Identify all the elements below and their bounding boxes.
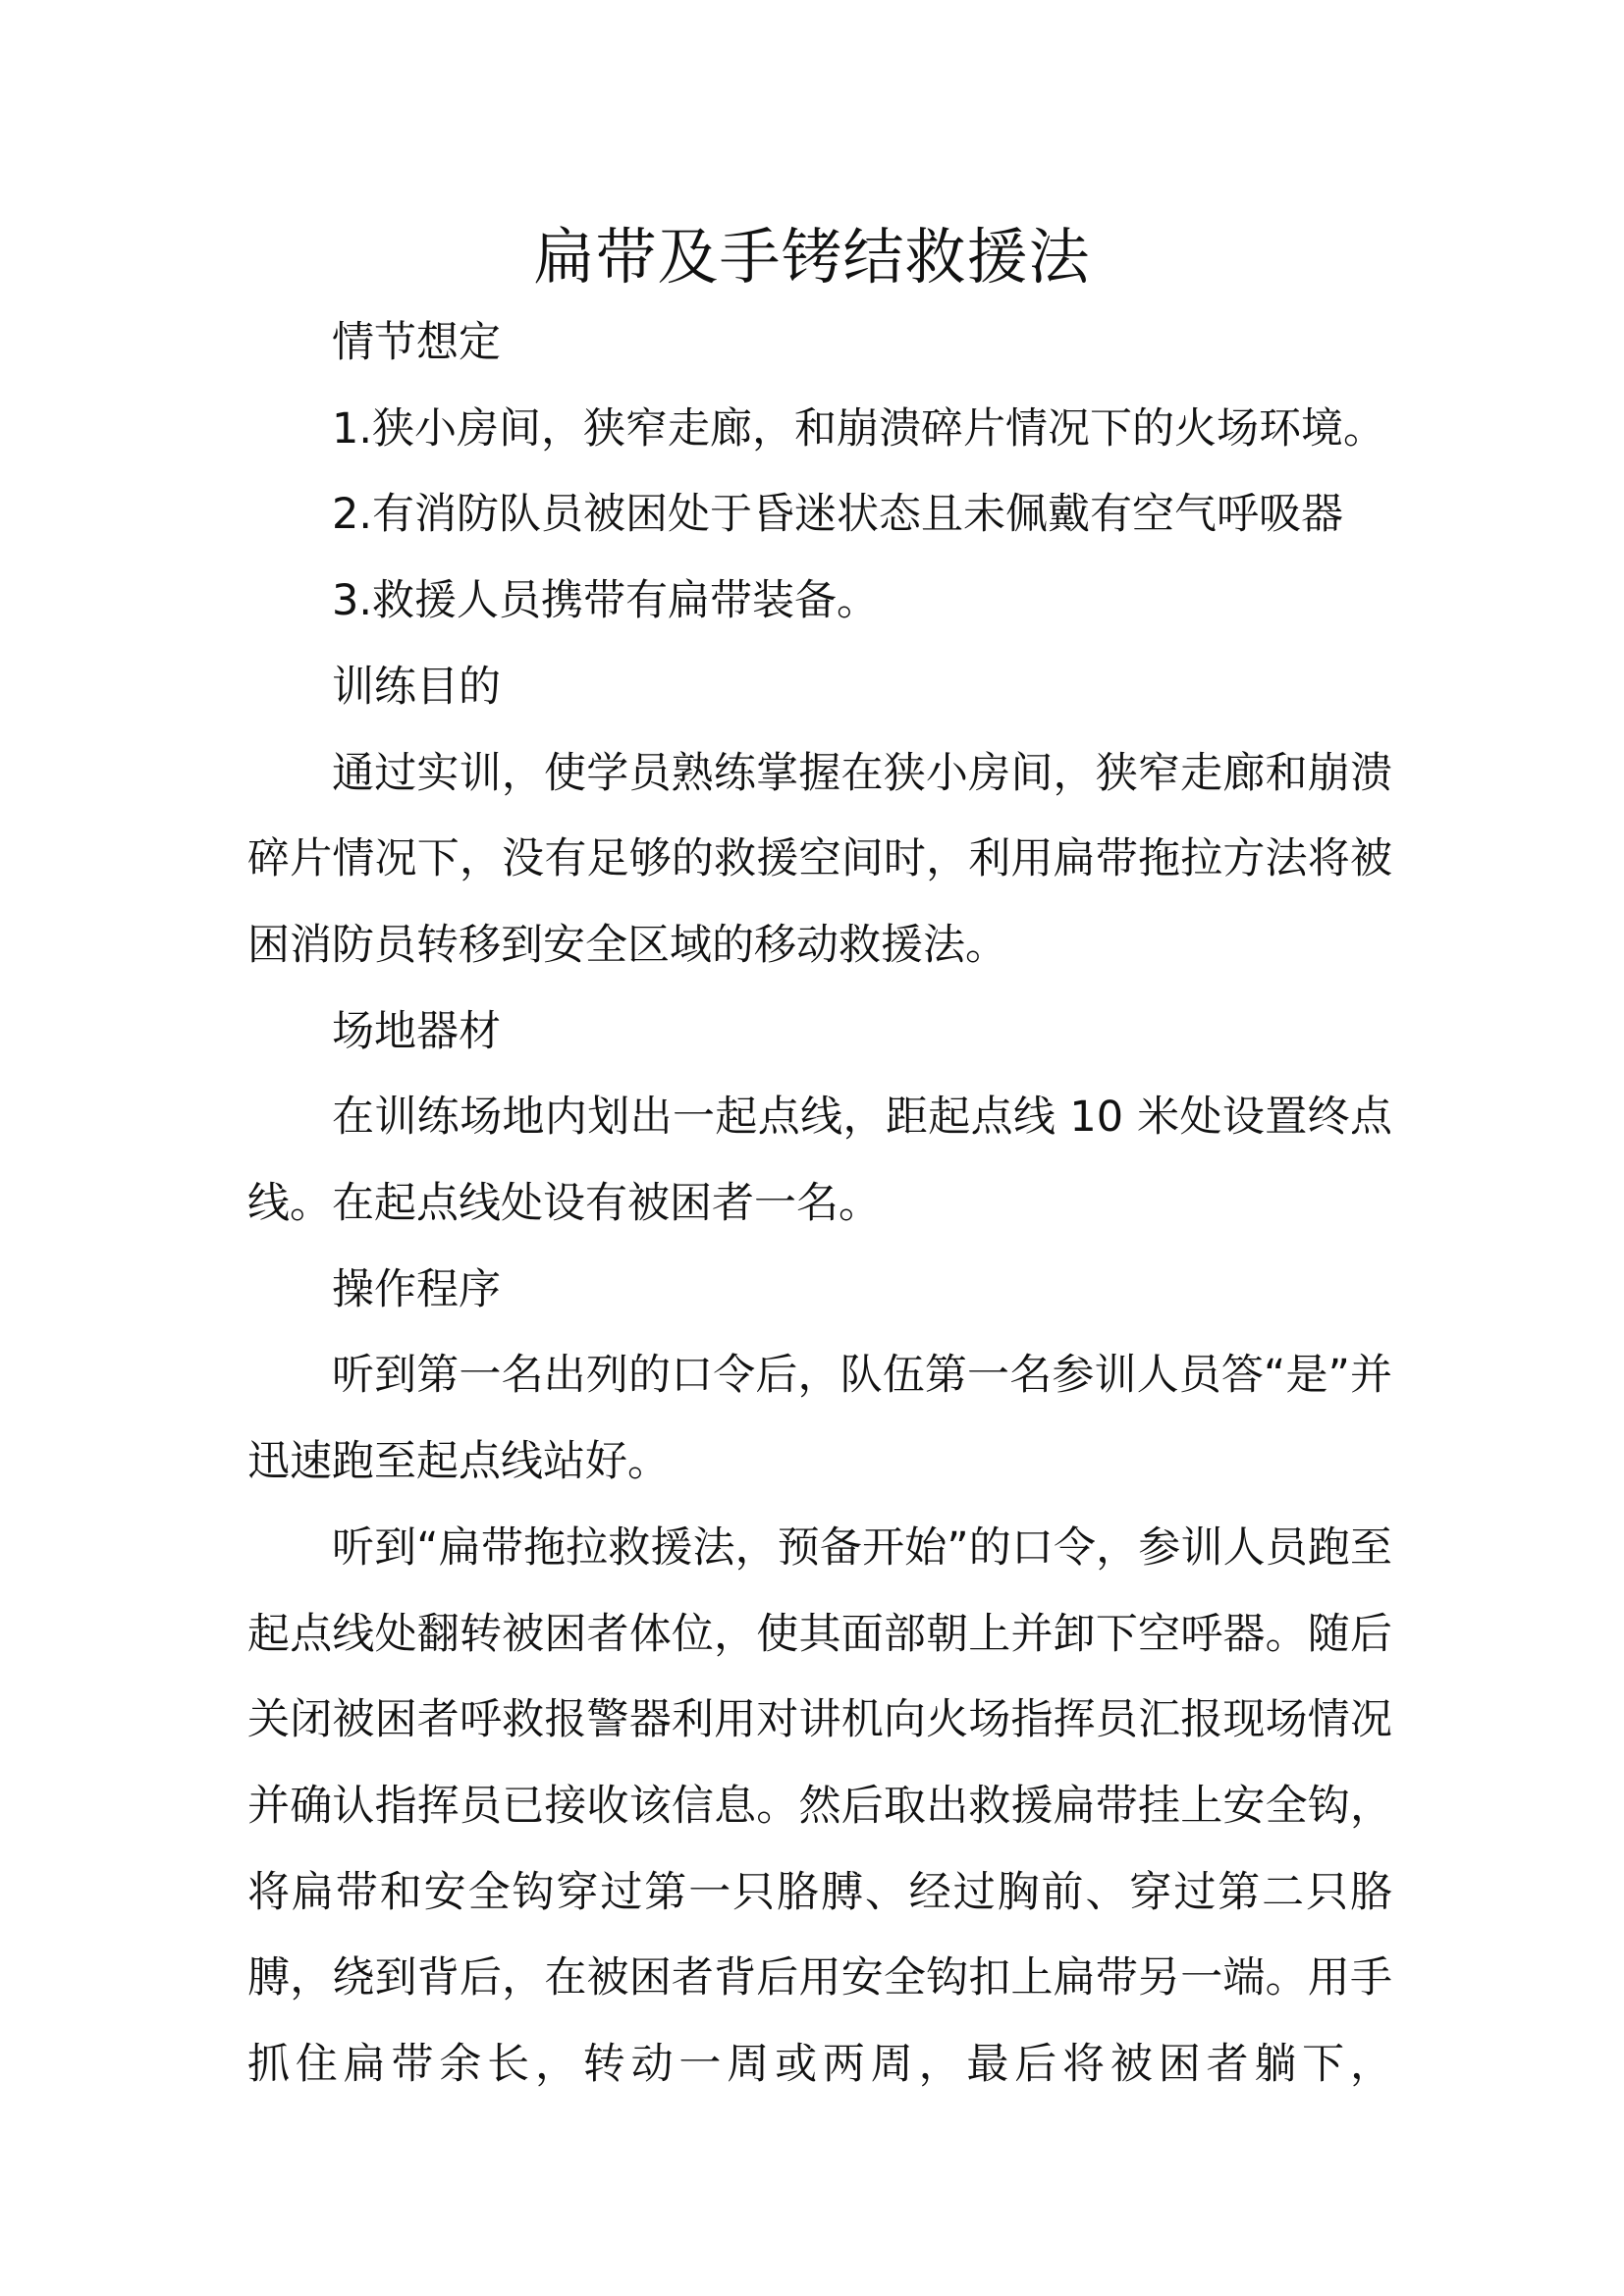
section-heading: 操作程序 <box>332 1264 501 1314</box>
paragraph: 2.有消防队员被困处于昏迷状态且未佩戴有空气呼吸器 <box>332 490 1344 540</box>
paragraph: 1.狭小房间，狭窄走廊，和崩溃碎片情况下的火场环境。 <box>332 403 1386 454</box>
paragraph: 听到“扁带拖拉救援法，预备开始”的口令，参训人员跑至起点线处翻转被困者体位，使其面部朝上并卸下空呼器。随后关闭被困者呼救报警器利用对讲机向火场指挥员汇报现场情况并确认指挥员已接收该信息。然后取出救援扁带挂上安全钩，将扁带和安全钩穿过第一只胳膊、经过胸前、穿过第二只胳膊，绕到背后，在被困者背后用安全钩扣上扁带另一端。用手抓住扁带余长，转动一周或两周，最后将被困者躺下， <box>247 1522 1392 2090</box>
section-heading: 训练目的 <box>332 662 501 712</box>
paragraph: 在训练场地内划出一起点线，距起点线 10 米处设置终点线。在起点线处设有被困者一名。 <box>247 1093 1392 1229</box>
section-heading: 情节想定 <box>332 318 501 367</box>
paragraph: 3.救援人员携带有扁带装备。 <box>332 576 880 626</box>
document-title: 扁带及手铐结救援法 <box>533 221 1091 293</box>
paragraph: 听到第一名出列的口令后，队伍第一名参训人员答“是”并迅速跑至起点线站好。 <box>247 1351 1392 1487</box>
document-body <box>247 300 1392 2109</box>
paragraph: 通过实训，使学员熟练掌握在狭小房间，狭窄走廊和崩溃碎片情况下，没有足够的救援空间时，利用扁带拖拉方法将被困消防员转移到安全区域的移动救援法。 <box>247 748 1392 970</box>
section-heading: 场地器材 <box>332 1006 501 1056</box>
